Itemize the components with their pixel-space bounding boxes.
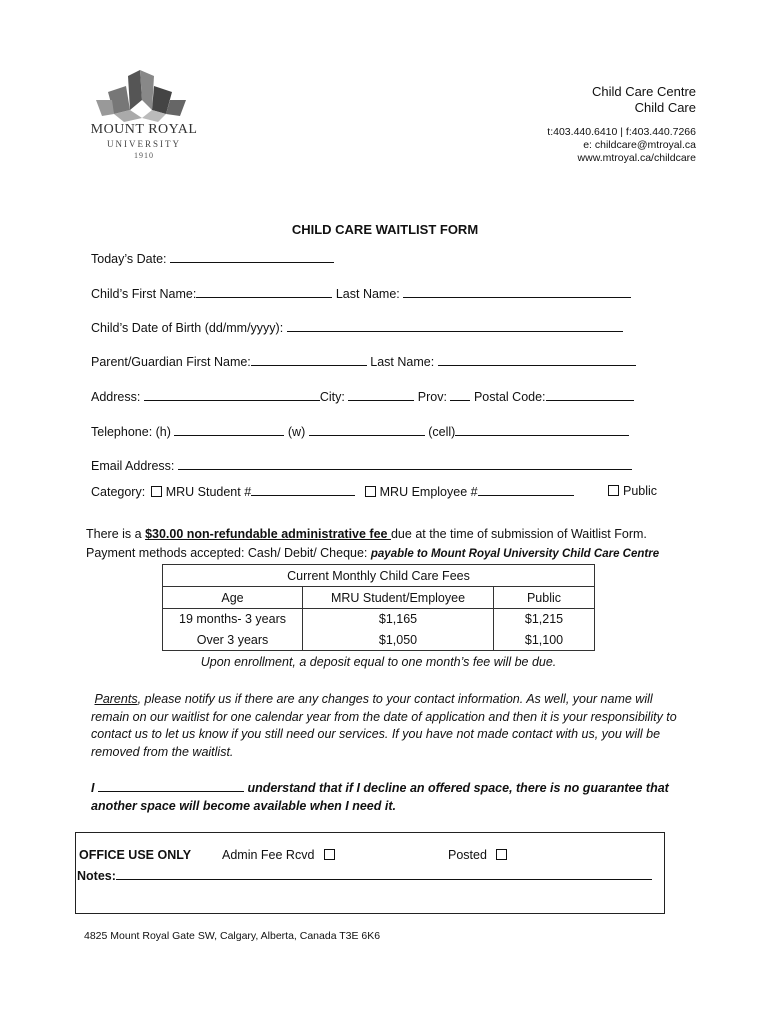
admin-fee-received-label: Admin Fee Rcvd (222, 848, 315, 862)
table-cell-public-fee: $1,100 (494, 629, 595, 651)
agreement-text: understand that if I decline an offered space, there is no guarantee that another space will become available when I need it. (91, 781, 669, 813)
logo-university-label: UNIVERSITY (107, 139, 181, 149)
mru-employee-number-field[interactable] (478, 484, 574, 496)
form-title: CHILD CARE WAITLIST FORM (291, 222, 479, 237)
department-subname: Child Care (634, 100, 696, 115)
contact-update-notice (91, 691, 691, 761)
phone-fax: t:403.440.6410 | f:403.440.7266 (547, 126, 696, 138)
logo-founding-year: 1910 (134, 151, 154, 160)
city-field[interactable] (348, 389, 414, 401)
child-dob-row (91, 320, 623, 335)
decline-agreement (91, 779, 691, 815)
address-field[interactable] (144, 389, 320, 401)
address-label: Address: (91, 390, 141, 404)
posted-checkbox[interactable] (496, 849, 507, 860)
child-first-name-label: Child’s First Name: (91, 287, 197, 301)
table-cell-public-fee: $1,215 (494, 609, 595, 630)
admin-fee-received-checkbox[interactable] (324, 849, 335, 860)
public-label: Public (623, 484, 658, 498)
contact-block (547, 84, 696, 165)
telephone-cell-label: (cell) (428, 425, 456, 439)
notice-parents: Parents (94, 692, 138, 706)
payment-payee: payable to Mount Royal University Child Care Centre (370, 548, 660, 560)
posted-label: Posted (448, 848, 487, 862)
telephone-work-field[interactable] (309, 424, 425, 436)
email-address-field[interactable] (178, 458, 632, 470)
contact-website: www.mtroyal.ca/childcare (577, 152, 696, 164)
public-checkbox[interactable] (608, 485, 619, 496)
admin-fee-intro: There is a (86, 527, 146, 541)
agreement-name-field[interactable] (98, 779, 244, 792)
admin-fee-statement (86, 527, 647, 541)
mru-student-number-field[interactable] (251, 484, 355, 496)
todays-date-label: Today’s Date: (91, 252, 167, 266)
category-label: Category: (91, 485, 146, 499)
notes-row (77, 867, 652, 883)
mru-student-label: MRU Student # (165, 485, 252, 499)
deposit-note: Upon enrollment, a deposit equal to one month’s fee will be due. (200, 655, 557, 669)
column-header-public: Public (494, 587, 595, 609)
parent-first-name-field[interactable] (251, 354, 367, 366)
child-first-name-field[interactable] (196, 286, 332, 298)
child-dob-field[interactable] (287, 320, 623, 332)
office-use-title: OFFICE USE ONLY (79, 848, 192, 862)
city-label: City: (319, 390, 345, 404)
office-use-box (75, 832, 665, 914)
table-title: Current Monthly Child Care Fees (163, 565, 595, 587)
mru-employee-checkbox[interactable] (365, 486, 376, 497)
telephone-row (91, 424, 629, 439)
prov-field[interactable] (450, 389, 470, 401)
table-row (163, 629, 595, 651)
column-header-age: Age (163, 587, 303, 609)
telephone-home-field[interactable] (174, 424, 284, 436)
mru-employee-label: MRU Employee # (379, 485, 478, 499)
todays-date-row (91, 251, 334, 266)
logo-mark-icon (80, 70, 210, 122)
postal-code-field[interactable] (546, 389, 634, 401)
postal-code-label: Postal Code: (473, 390, 546, 404)
payment-methods (86, 546, 659, 560)
child-name-row (91, 286, 631, 301)
parent-last-name-field[interactable] (438, 354, 636, 366)
table-cell-mru-fee: $1,050 (303, 629, 494, 651)
table-cell-age: 19 months- 3 years (163, 609, 303, 630)
notes-field[interactable] (116, 867, 652, 880)
admin-fee-due: due at the time of submission of Waitlist Form. (390, 527, 647, 541)
table-row (163, 609, 595, 630)
category-row (91, 484, 671, 499)
telephone-work-label: (w) (287, 425, 306, 439)
payment-methods-label: Payment methods accepted: Cash/ Debit/ Cheque: (86, 546, 371, 560)
mru-student-checkbox[interactable] (151, 486, 162, 497)
notice-text: , please notify us if there are any changes to your contact information. As well, your name will remain on our waitlist for one calendar year from the date of application and then it is your responsibility to contact us to let us know if you still need our services. If you have not made contact with us, you will be removed from the waitlist. (91, 692, 677, 759)
email-row (91, 458, 632, 473)
logo-university-name: MOUNT ROYAL (90, 122, 198, 137)
notes-label: Notes: (77, 869, 116, 883)
email-address-label: Email Address: (91, 459, 175, 473)
footer-address: 4825 Mount Royal Gate SW, Calgary, Alberta, Canada T3E 6K6 (84, 930, 381, 942)
column-header-mru: MRU Student/Employee (303, 587, 494, 609)
todays-date-field[interactable] (170, 251, 334, 263)
telephone-cell-field[interactable] (455, 424, 629, 436)
table-cell-mru-fee: $1,165 (303, 609, 494, 630)
parent-name-row (91, 354, 636, 369)
address-row (91, 389, 634, 404)
fees-table (162, 564, 595, 651)
child-dob-label: Child’s Date of Birth (dd/mm/yyyy): (91, 321, 284, 335)
telephone-home-label: Telephone: (h) (91, 425, 171, 439)
parent-first-name-label: Parent/Guardian First Name: (91, 355, 251, 369)
admin-fee-amount: $30.00 non-refundable administrative fee (145, 527, 391, 541)
table-cell-age: Over 3 years (163, 629, 303, 651)
child-last-name-label: Last Name: (335, 287, 400, 301)
posted (448, 848, 511, 862)
child-last-name-field[interactable] (403, 286, 631, 298)
prov-label: Prov: (417, 390, 447, 404)
agreement-prefix: I (91, 781, 95, 795)
table-title-row (163, 565, 595, 587)
department-name: Child Care Centre (591, 84, 696, 99)
contact-email: e: childcare@mtroyal.ca (583, 139, 696, 151)
admin-fee-received (222, 848, 339, 862)
parent-last-name-label: Last Name: (370, 355, 435, 369)
table-header-row (163, 587, 595, 609)
